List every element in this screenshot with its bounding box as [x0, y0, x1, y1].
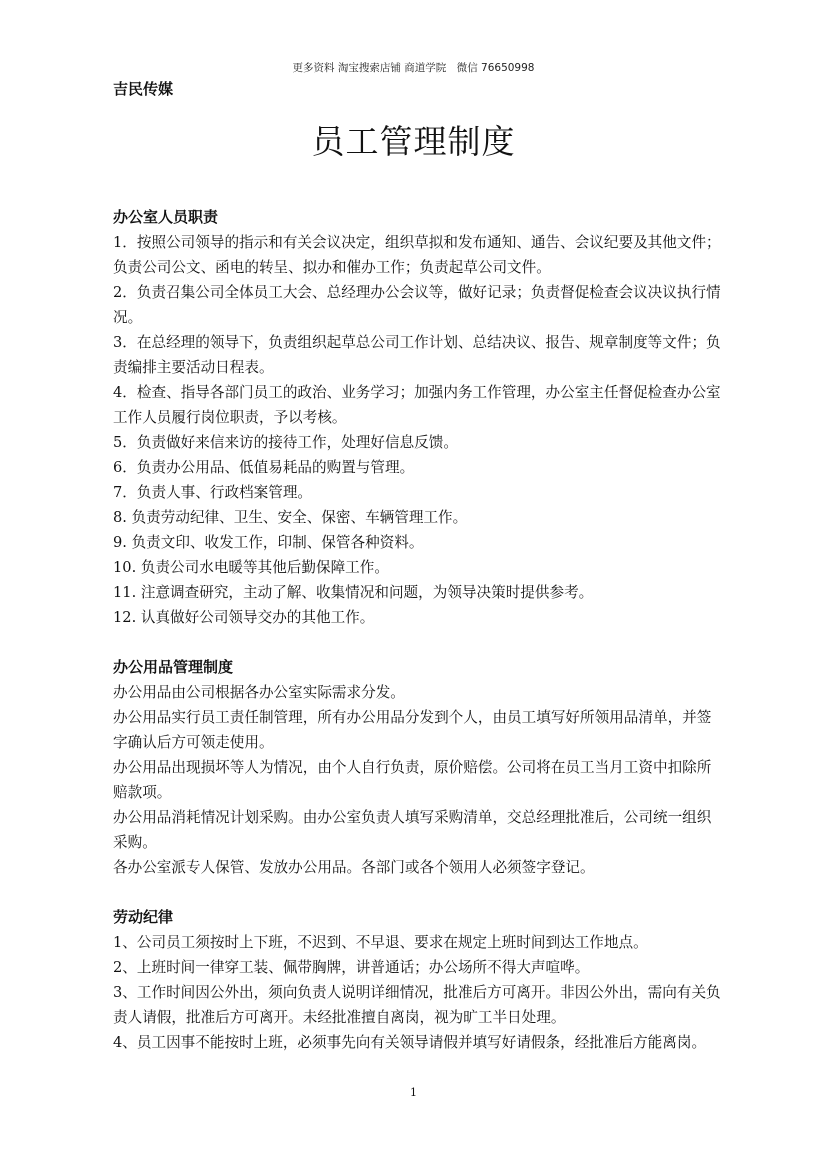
section-spacer: [113, 880, 725, 905]
paragraph: 2、上班时间一律穿工装、佩带胸牌，讲普通话；办公场所不得大声喧哗。: [113, 959, 590, 976]
paragraph: 各办公室派专人保管、发放办公用品。各部门或各个领用人必须签字登记。: [113, 859, 595, 876]
paragraph: 1、公司员工须按时上下班，不迟到、不早退、要求在规定上班时间到达工作地点。: [113, 934, 648, 951]
section-heading: 办公用品管理制度: [113, 658, 234, 676]
section-labor-discipline: [113, 905, 725, 1055]
section-spacer: [113, 630, 725, 655]
page-number: 1: [410, 1086, 417, 1099]
company-name: 吉民传媒: [113, 80, 174, 98]
paragraph: 12. 认真做好公司领导交办的其他工作。: [113, 609, 375, 626]
document-title: 员工管理制度: [311, 122, 516, 161]
section-heading: 劳动纪律: [113, 908, 174, 926]
paragraph: 10. 负责公司水电暖等其他后勤保障工作。: [113, 559, 389, 576]
paragraph: 4．检查、指导各部门员工的政治、业务学习；加强内务工作管理，办公室主任督促检查办公室工作人员履行岗位职责，予以考核。: [113, 384, 721, 426]
paragraph: 5．负责做好来信来访的接待工作，处理好信息反馈。: [113, 434, 458, 451]
paragraph: 11. 注意调查研究，主动了解、收集情况和问题，为领导决策时提供参考。: [113, 584, 594, 601]
paragraph: 6．负责办公用品、低值易耗品的购置与管理。: [113, 459, 415, 476]
section-office-supplies: [113, 655, 725, 880]
paragraph: 办公用品由公司根据各办公室实际需求分发。: [113, 684, 405, 701]
document-body: [113, 205, 725, 1055]
paragraph: 1．按照公司领导的指示和有关会议决定，组织草拟和发布通知、通告、会议纪要及其他文件；负责公司公文、函电的转呈、拟办和催办工作；负责起草公司文件。: [113, 234, 721, 276]
section-heading: 办公室人员职责: [113, 208, 219, 226]
paragraph: 办公用品消耗情况计划采购。由办公室负责人填写采购清单，交总经理批准后，公司统一组织采购。: [113, 809, 712, 851]
paragraph: 2．负责召集公司全体员工大会、总经理办公会议等，做好记录；负责督促检查会议决议执行情况。: [113, 284, 721, 326]
paragraph: 4、员工因事不能按时上班，必须事先向有关领导请假并填写好请假条，经批准后方能离岗。: [113, 1034, 707, 1051]
paragraph: 办公用品实行员工责任制管理，所有办公用品分发到个人，由员工填写好所领用品清单，并签字确认后方可领走使用。: [113, 709, 712, 751]
paragraph: 8. 负责劳动纪律、卫生、安全、保密、车辆管理工作。: [113, 509, 468, 526]
section-office-duties: [113, 205, 725, 630]
page-header-note: 更多资料 淘宝搜索店铺 商道学院 微信 76650998: [292, 62, 535, 74]
paragraph: 办公用品出现损坏等人为情况，由个人自行负责，原价赔偿。公司将在员工当月工资中扣除所赔款项。: [113, 759, 712, 801]
paragraph: 9. 负责文印、收发工作，印制、保管各种资料。: [113, 534, 424, 551]
paragraph: 3、工作时间因公外出，须向负责人说明详细情况，批准后方可离开。非因公外出，需向有关负责人请假，批准后方可离开。未经批准擅自离岗，视为旷工半日处理。: [113, 984, 721, 1026]
paragraph: 7．负责人事、行政档案管理。: [113, 484, 313, 501]
paragraph: 3．在总经理的领导下，负责组织起草总公司工作计划、总结决议、报告、规章制度等文件；负责编排主要活动日程表。: [113, 334, 721, 376]
